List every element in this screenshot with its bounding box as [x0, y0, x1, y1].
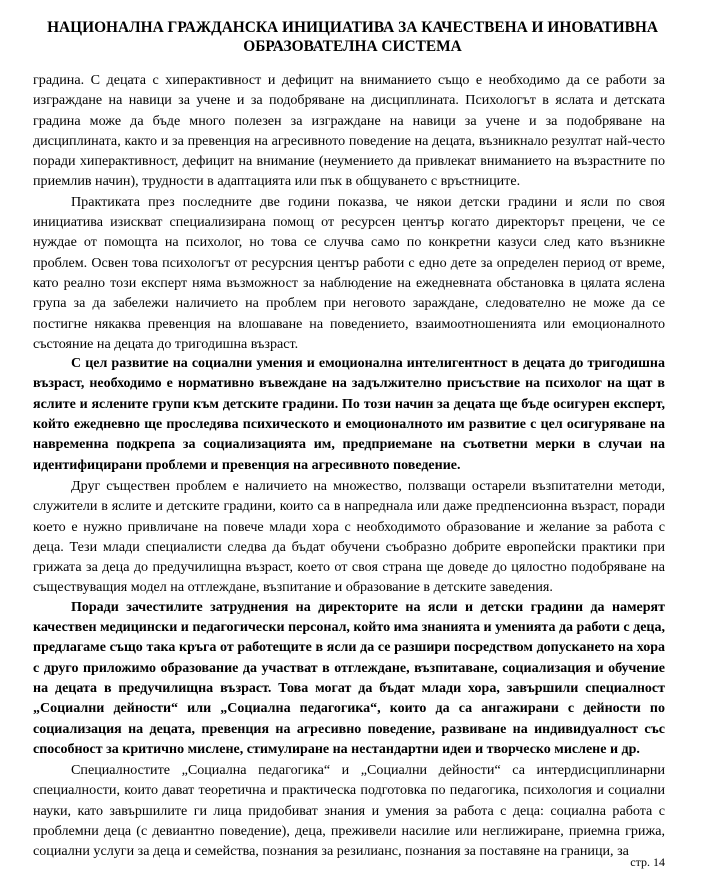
paragraph-specialties: Специалностите „Социална педагогика“ и „Социални дейности“ са интердисциплинарни специалности, които дават теоретична и практическа подготовка по педагогика, психология и социални науки, като завършилите ги лица придобиват знания и умения за работа с деца: социална работа с проблемни деца (с девиантно поведение), деца, преживели насилие или неглижиране, приемна грижа, социални услуги за деца и семейства, познания за резилианс, познания за поставяне на граници, за: [33, 762, 665, 860]
document-body: [33, 70, 665, 862]
paragraph-practice: Практиката през последните две години показва, че някои детски градини и ясли по своя инициатива изискват специализирана помощ от ресурсен център когато директорът прецени, че се нуждае от помощта на психолог, но това се случва само по конкретни казуси след като възникне проблем. Освен това психологът от ресурсния център работи с едно дете за определен период от време, като реално този експерт няма възможност за наблюдение на ежедневната обстановка в цялата яслена група за да забележи наличието на проблем при неговото зараждане, следователно не може да се постигне някаква превенция на влошаване на поведението, взаимоотношенията или емоционалното състояние на децата до тригодишна възраст.: [33, 193, 665, 352]
paragraph-continuation: градина. С децата с хиперактивност и дефицит на вниманието също е необходимо да се работи за изграждане на навици за учене и за подобряване на дисциплината. Психологът в яслата и детската градина може да бъде много полезен за изграждане на навици за учене и за подобряване на дисциплината, както и за превенция на агресивното поведение на децата, възникнало резултат най-често поради хиперактивност, дефицит на внимание (неумението да привлекат вниманието на възрастните по приемлив начин), трудности в адаптацията или пък в общуването с връстниците.: [33, 72, 665, 190]
page-number: стр. 14: [630, 855, 665, 869]
paragraph-staff-problem: Друг съществен проблем е наличието на множество, ползващи остарели възпитателни методи, служители в яслите и детските градини, които са в напреднала или даже предпенсионна възраст, поради което е нужно привличане на повече млади хора с необходимото образование и желание за работа с деца. Тези млади специалисти следва да бъдат обучени съобразно добрите европейски практики при грижата за деца до предучилищна възраст, което от своя страна ще доведе до цялостно подобряване на съществуващия модел на отглеждане, възпитание и образование в детските заведения.: [33, 477, 665, 596]
document-title: НАЦИОНАЛНА ГРАЖДАНСКА ИНИЦИАТИВА ЗА КАЧЕСТВЕНА И ИНОВАТИВНА ОБРАЗОВАТЕЛНА СИСТЕМА: [47, 19, 658, 55]
paragraph-psychologist-proposal: С цел развитие на социални умения и емоционална интелигентност в децата до тригодишна възраст, необходимо е нормативно въвеждане на задължително присъствие на психолог на щат в яслите и яслените групи към детските градини. По този начин за децата ще бъде осигурен експерт, който ежедневно ще проследява психическото и емоционалното им развитие с цел осигуряване на навременна подкрепа за социализацията им, предприемане на съответни мерки в случаи на идентифицирани проблеми и превенция на агресивното поведение.: [33, 356, 665, 473]
paragraph-staff-proposal: Поради зачестилите затруднения на директорите на ясли и детски градини да намерят качествен медицински и педагогически персонал, който има знанията и уменията да работи с деца, предлагаме също така кръга от работещите в ясли да се разшири посредством допускането на хора с друго приложимо образование да участват в отглеждане, възпитаване, социализация и обучение на децата в предучилищна възраст. Това могат да бъдат млади хора, завършили специалност „Социални дейности“ или „Социална педагогика“, които да са ангажирани с дейности по социализация на децата, превенция на агресивно поведение, развиване на индивидуалност със способност за критично мислене, стимулиране на нестандартни идеи и творческо мислене и др.: [33, 599, 665, 757]
